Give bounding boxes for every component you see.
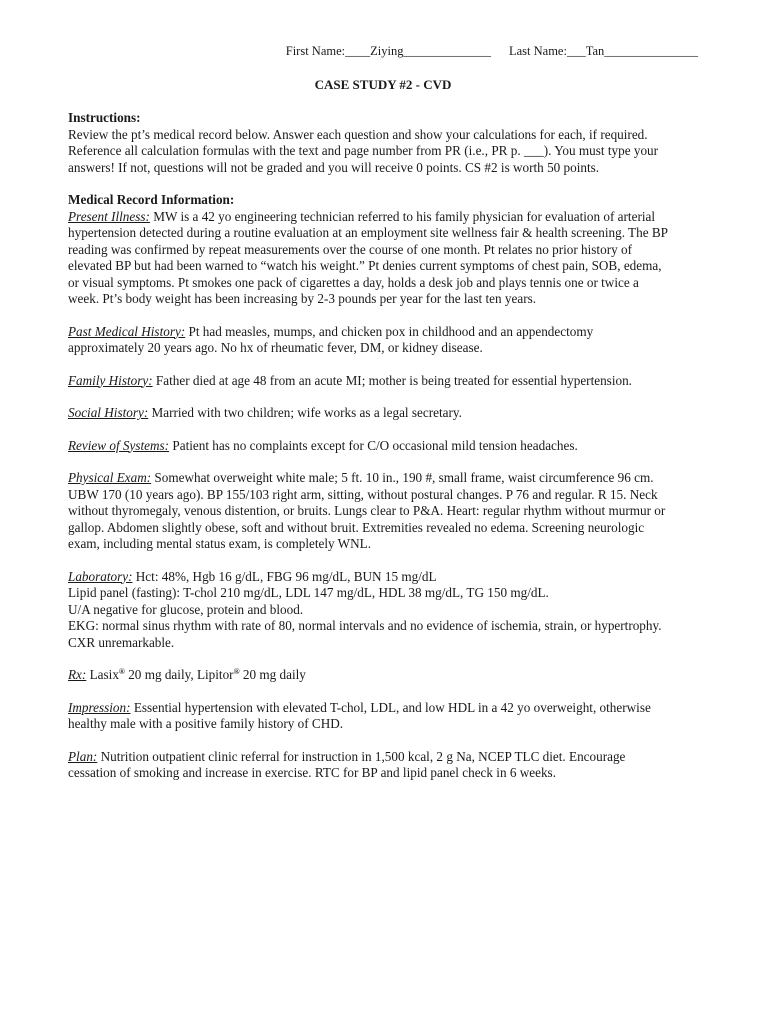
- social-history-text: Married with two children; wife works as a legal secretary.: [148, 405, 462, 420]
- laboratory-label: Laboratory:: [68, 568, 133, 584]
- last-name-label: Last Name:: [508, 44, 567, 58]
- laboratory-section: [68, 569, 698, 652]
- past-medical-text: Pt had measles, mumps, and chicken pox in childhood and an appendectomy: [185, 323, 594, 339]
- first-name-value: ____Ziying______________: [345, 44, 491, 58]
- present-illness-label: Present Illness:: [68, 208, 150, 224]
- physical-exam-line: UBW 170 (10 years ago). BP 155/103 right arm, sitting, without postural changes. P 76 and regular. R 15. Neck: [68, 486, 658, 502]
- registered-mark: ®: [233, 667, 240, 676]
- rx-section: [68, 667, 698, 684]
- laboratory-line: EKG: normal sinus rhythm with rate of 80, normal intervals and no evidence of ischemia, strain, or hypertrophy.: [68, 618, 662, 633]
- rx-label: Rx:: [68, 667, 87, 682]
- review-systems-text: Patient has no complaints except for C/O occasional mild tension headaches.: [169, 437, 578, 453]
- plan-line: cessation of smoking and increase in exercise. RTC for BP and lipid panel check in 6 weeks.: [68, 765, 556, 780]
- past-medical-section: [68, 324, 698, 357]
- instructions-section: [68, 110, 698, 176]
- physical-exam-section: [68, 470, 698, 553]
- laboratory-line: U/A negative for glucose, protein and blood.: [68, 601, 304, 617]
- past-medical-line: approximately 20 years ago. No hx of rheumatic fever, DM, or kidney disease.: [68, 340, 483, 355]
- present-illness-line: hypertension detected during a routine evaluation at an employment site wellness fair & health screening. The BP: [68, 225, 668, 240]
- plan-text: Nutrition outpatient clinic referral for instruction in 1,500 kcal, 2 g Na, NCEP TLC diet. Encourage: [97, 748, 626, 764]
- family-history-text: Father died at age 48 from an acute MI; mother is being treated for essential hypertension.: [152, 372, 632, 388]
- present-illness-text: MW is a 42 yo engineering technician referred to his family physician for evaluation of arterial: [149, 208, 656, 224]
- family-history-section: [68, 373, 698, 390]
- present-illness-line: or visual symptoms. Pt smokes one pack of cigarettes a day, holds a desk job and plays tennis one or twice a: [68, 274, 639, 290]
- impression-line: healthy male with a positive family history of CHD.: [68, 716, 344, 731]
- instructions-line: answers! If not, questions will not be graded and you will receive 0 points. CS #2 is worth 50 points.: [68, 159, 600, 175]
- first-name-label: First Name:: [285, 44, 346, 58]
- family-history-label: Family History:: [68, 372, 153, 388]
- rx-dose-text: 20 mg daily, Lipitor: [124, 667, 234, 682]
- impression-text: Essential hypertension with elevated T-chol, LDL, and low HDL in a 42 yo overweight, otherwise: [130, 699, 651, 715]
- present-illness-section: [68, 192, 698, 308]
- review-systems-section: [68, 438, 698, 455]
- medical-record-heading: Medical Record Information:: [68, 192, 235, 207]
- present-illness-line: week. Pt’s body weight has been increasing by 2-3 pounds per year for the last ten years.: [68, 291, 537, 306]
- instructions-heading: Instructions:: [68, 110, 141, 125]
- physical-exam-line: gallop. Abdomen slightly obese, soft and without bruit. Extremities revealed no edema. Screening neurologic: [68, 519, 645, 535]
- social-history-section: [68, 405, 698, 422]
- registered-mark: ®: [118, 667, 125, 676]
- past-medical-label: Past Medical History:: [68, 323, 186, 339]
- plan-section: [68, 749, 698, 782]
- rx-drug-lasix: Lasix: [86, 667, 119, 682]
- physical-exam-line: without thyromegaly, venous distention, or bruits. Lungs clear to P&A. Heart: regular rhythm without murmur or: [68, 503, 666, 518]
- plan-label: Plan:: [68, 748, 98, 764]
- laboratory-line: CXR unremarkable.: [68, 634, 175, 650]
- laboratory-text: Hct: 48%, Hgb 16 g/dL, FBG 96 mg/dL, BUN 15 mg/dL: [132, 568, 437, 584]
- physical-exam-label: Physical Exam:: [68, 470, 152, 485]
- review-systems-label: Review of Systems:: [68, 437, 170, 453]
- present-illness-line: elevated BP but had been warned to “watch his weight.” Pt denies current symptoms of chest pain, SOB, edema,: [68, 258, 662, 273]
- social-history-label: Social History:: [68, 405, 149, 420]
- impression-section: [68, 700, 698, 733]
- last-name-value: ___Tan_______________: [566, 44, 698, 58]
- document-title: CASE STUDY #2 - CVD: [314, 77, 452, 92]
- present-illness-line: reading was confirmed by repeat measurements over the course of one month. Pt relates no prior history of: [68, 241, 632, 257]
- instructions-line: Reference all calculation formulas with the text and page number from PR (i.e., PR p. ___). You must type your: [68, 143, 659, 158]
- physical-exam-text: Somewhat overweight white male; 5 ft. 10 in., 190 #, small frame, waist circumference 96 cm.: [151, 470, 654, 485]
- rx-dose-text: 20 mg daily: [239, 667, 306, 682]
- impression-label: Impression:: [68, 699, 131, 715]
- physical-exam-line: exam, including mental status exam, is completely WNL.: [68, 536, 371, 551]
- name-header: [68, 44, 698, 59]
- laboratory-line: Lipid panel (fasting): T-chol 210 mg/dL, LDL 147 mg/dL, HDL 38 mg/dL, TG 150 mg/dL.: [68, 585, 549, 600]
- instructions-line: Review the pt’s medical record below. Answer each question and show your calculations for each, if required.: [68, 126, 648, 142]
